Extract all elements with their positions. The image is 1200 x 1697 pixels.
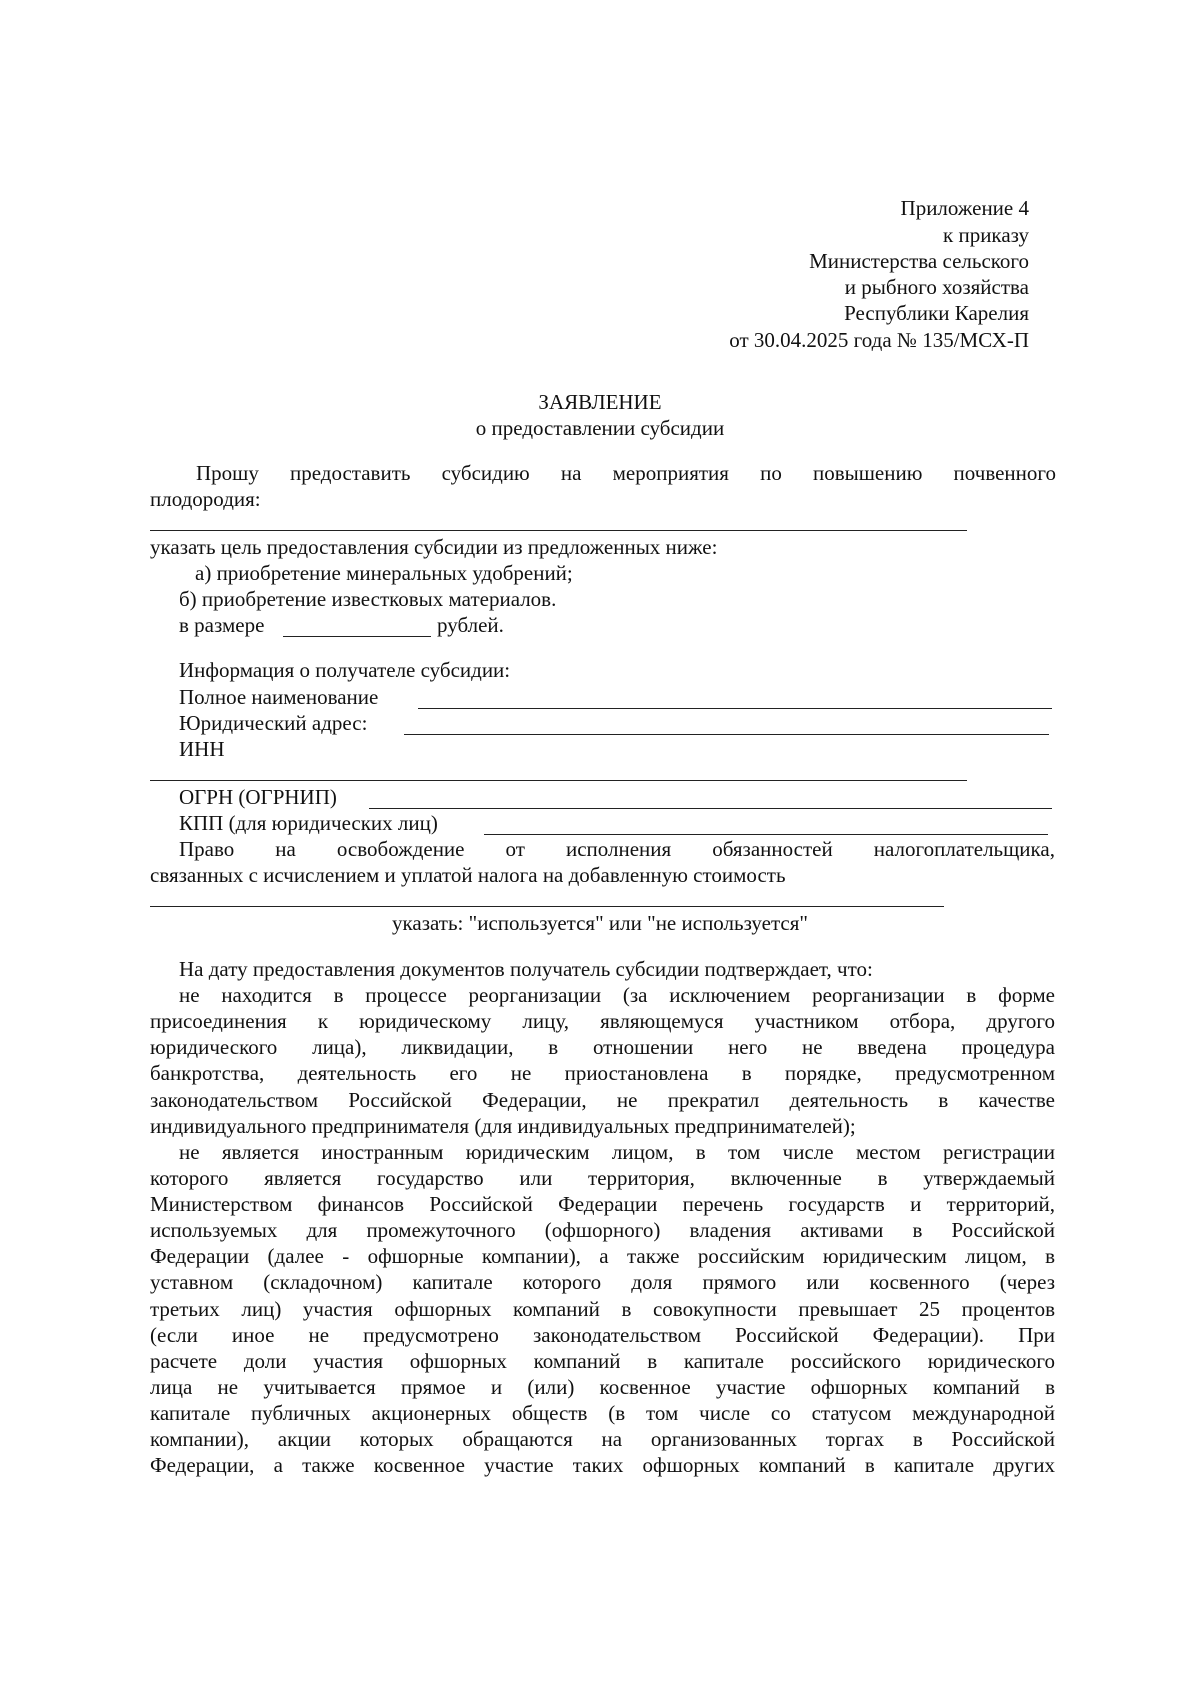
inn-label: ИНН [179,737,225,761]
confirm-p2-line: Министерством финансов Российской Федерации перечень государств и территорий, [150,1192,1055,1216]
vat-exemption-line-2: связанных с исчислением и уплатой налога на добавленную стоимость [150,863,786,887]
recipient-heading: Информация о получателе субсидии: [179,658,511,682]
kpp-label: КПП (для юридических лиц) [179,811,438,835]
confirm-p1-line: банкротства, деятельность его не приостановлена в порядке, предусмотренном [150,1061,1055,1085]
confirm-p1-line: законодательством Российской Федерации, не прекратил деятельность в качестве [150,1088,1055,1112]
confirm-p2-line: Федерации (далее - офшорные компании), а также российским юридическим лицом, в [150,1244,1055,1268]
confirm-p2-line: используемых для промежуточного (офшорного) владения активами в Российской [150,1218,1055,1242]
confirm-p1-line: индивидуального предпринимателя (для индивидуальных предпринимателей); [150,1114,856,1138]
vat-exemption-line-1: Право на освобождение от исполнения обязанностей налогоплательщика, [179,837,1055,861]
vat-hint: указать: "используется" или "не используется" [392,911,808,935]
confirm-p2-line: (если иное не предусмотрено законодательством Российской Федерации). При [150,1323,1055,1347]
header-appendix-number: Приложение 4 [900,196,1029,220]
header-republic: Республики Карелия [844,301,1029,325]
document-title: ЗАЯВЛЕНИЕ [538,390,662,414]
header-order-ref: к приказу [943,223,1029,247]
confirm-intro: На дату предоставления документов получатель субсидии подтверждает, что: [179,957,873,981]
confirm-p1-line: присоединения к юридическому лицу, являющемуся участником отбора, другого [150,1009,1055,1033]
request-line-1: Прошу предоставить субсидию на мероприятия по повышению почвенного [196,461,1056,485]
confirm-p2-line: компании), акции которых обращаются на организованных торгах в Российской [150,1427,1055,1451]
header-ministry-2: и рыбного хозяйства [844,275,1029,299]
confirm-p2-line: не является иностранным юридическим лицом, в том числе местом регистрации [179,1140,1055,1164]
confirm-p2-line: уставном (складочном) капитале которого доля прямого или косвенного (через [150,1270,1055,1294]
purpose-field-line[interactable] [150,530,967,531]
document-subtitle: о предоставлении субсидии [475,416,725,440]
confirm-p2-line: третьих лиц) участия офшорных компаний в совокупности превышает 25 процентов [150,1297,1055,1321]
amount-label: в размере [179,613,265,637]
confirm-p2-line: расчете доли участия офшорных компаний в капитале российского юридического [150,1349,1055,1373]
ogrn-label: ОГРН (ОГРНИП) [179,785,337,809]
ogrn-field-line[interactable] [369,808,1052,809]
option-mineral-fertilizers: а) приобретение минеральных удобрений; [195,561,573,585]
option-lime-materials: б) приобретение известковых материалов. [179,587,557,611]
amount-currency: рублей. [437,613,504,637]
header-ministry: Министерства сельского [809,249,1029,273]
full-name-field-line[interactable] [418,708,1052,709]
legal-address-field-line[interactable] [404,734,1049,735]
amount-field-line[interactable] [283,636,431,637]
confirm-p2-line: Федерации, а также косвенное участие таких офшорных компаний в капитале других [150,1453,1055,1477]
inn-field-line[interactable] [150,780,967,781]
legal-address-label: Юридический адрес: [179,711,368,735]
confirm-p1-line: не находится в процессе реорганизации (за исключением реорганизации в форме [179,983,1055,1007]
vat-field-line[interactable] [150,906,944,907]
confirm-p2-line: которого является государство или территория, включенные в утверждаемый [150,1166,1055,1190]
purpose-hint: указать цель предоставления субсидии из предложенных ниже: [150,535,718,559]
request-line-2: плодородия: [150,487,261,511]
confirm-p2-line: капитале публичных акционерных обществ (в том числе со статусом международной [150,1401,1055,1425]
header-order-date: от 30.04.2025 года № 135/МСХ-П [729,328,1029,352]
confirm-p2-line: лица не учитывается прямое и (или) косвенное участие офшорных компаний в [150,1375,1055,1399]
full-name-label: Полное наименование [179,685,379,709]
confirm-p1-line: юридического лица), ликвидации, в отношении него не введена процедура [150,1035,1055,1059]
